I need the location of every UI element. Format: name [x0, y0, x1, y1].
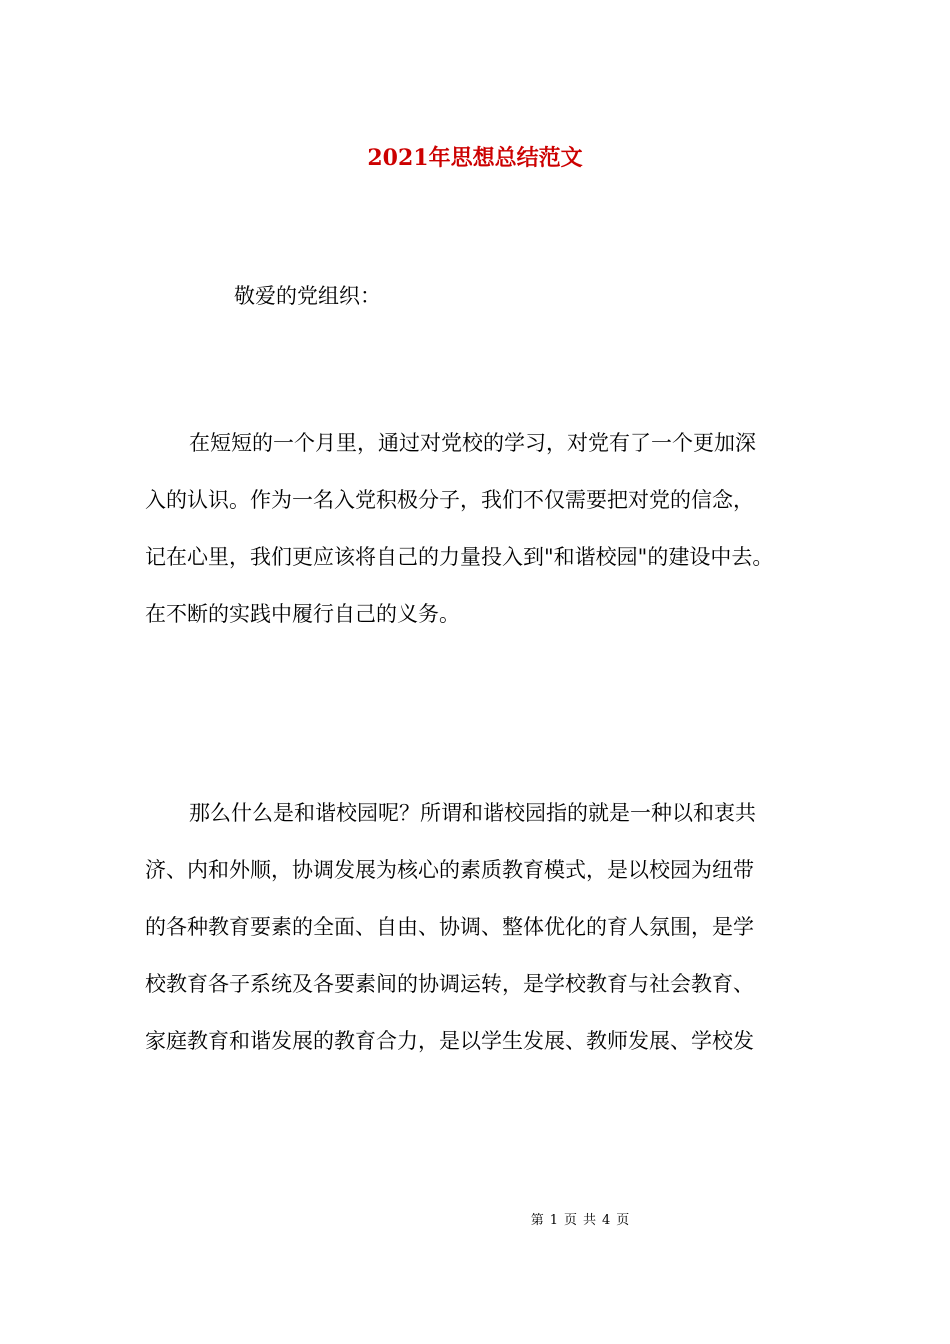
paragraph-line: 的各种教育要素的全面、自由、协调、整体优化的育人氛围，是学	[145, 915, 754, 939]
paragraph-2	[145, 798, 845, 1083]
footer-label: 第	[530, 1213, 544, 1228]
document-title: 2021年思想总结范文	[367, 145, 583, 171]
footer-current-page: 1	[549, 1213, 558, 1228]
paragraph-line: 家庭教育和谐发展的教育合力，是以学生发展、教师发展、学校发	[145, 1029, 754, 1053]
footer-label: 页	[563, 1213, 577, 1228]
page-footer	[0, 1209, 950, 1228]
footer-label: 共	[583, 1213, 597, 1228]
paragraph-line: 济、内和外顺，协调发展为核心的素质教育模式，是以校园为纽带	[145, 858, 754, 882]
paragraph-line: 校教育各子系统及各要素间的协调运转，是学校教育与社会教育、	[145, 972, 754, 996]
paragraph-line: 在短短的一个月里，通过对党校的学习，对党有了一个更加深	[189, 431, 756, 455]
footer-label: 页	[616, 1213, 630, 1228]
paragraph-line: 那么什么是和谐校园呢？所谓和谐校园指的就是一种以和衷共	[189, 801, 756, 825]
paragraph-line: 在不断的实践中履行自己的义务。	[145, 602, 460, 626]
footer-total-pages: 4	[602, 1213, 611, 1228]
paragraph-1	[145, 428, 845, 656]
paragraph-line: 入的认识。作为一名入党积极分子，我们不仅需要把对党的信念，	[145, 488, 754, 512]
paragraph-line: 记在心里，我们更应该将自己的力量投入到"和谐校园"的建设中去。	[145, 545, 774, 569]
salutation: 敬爱的党组织：	[234, 284, 381, 308]
